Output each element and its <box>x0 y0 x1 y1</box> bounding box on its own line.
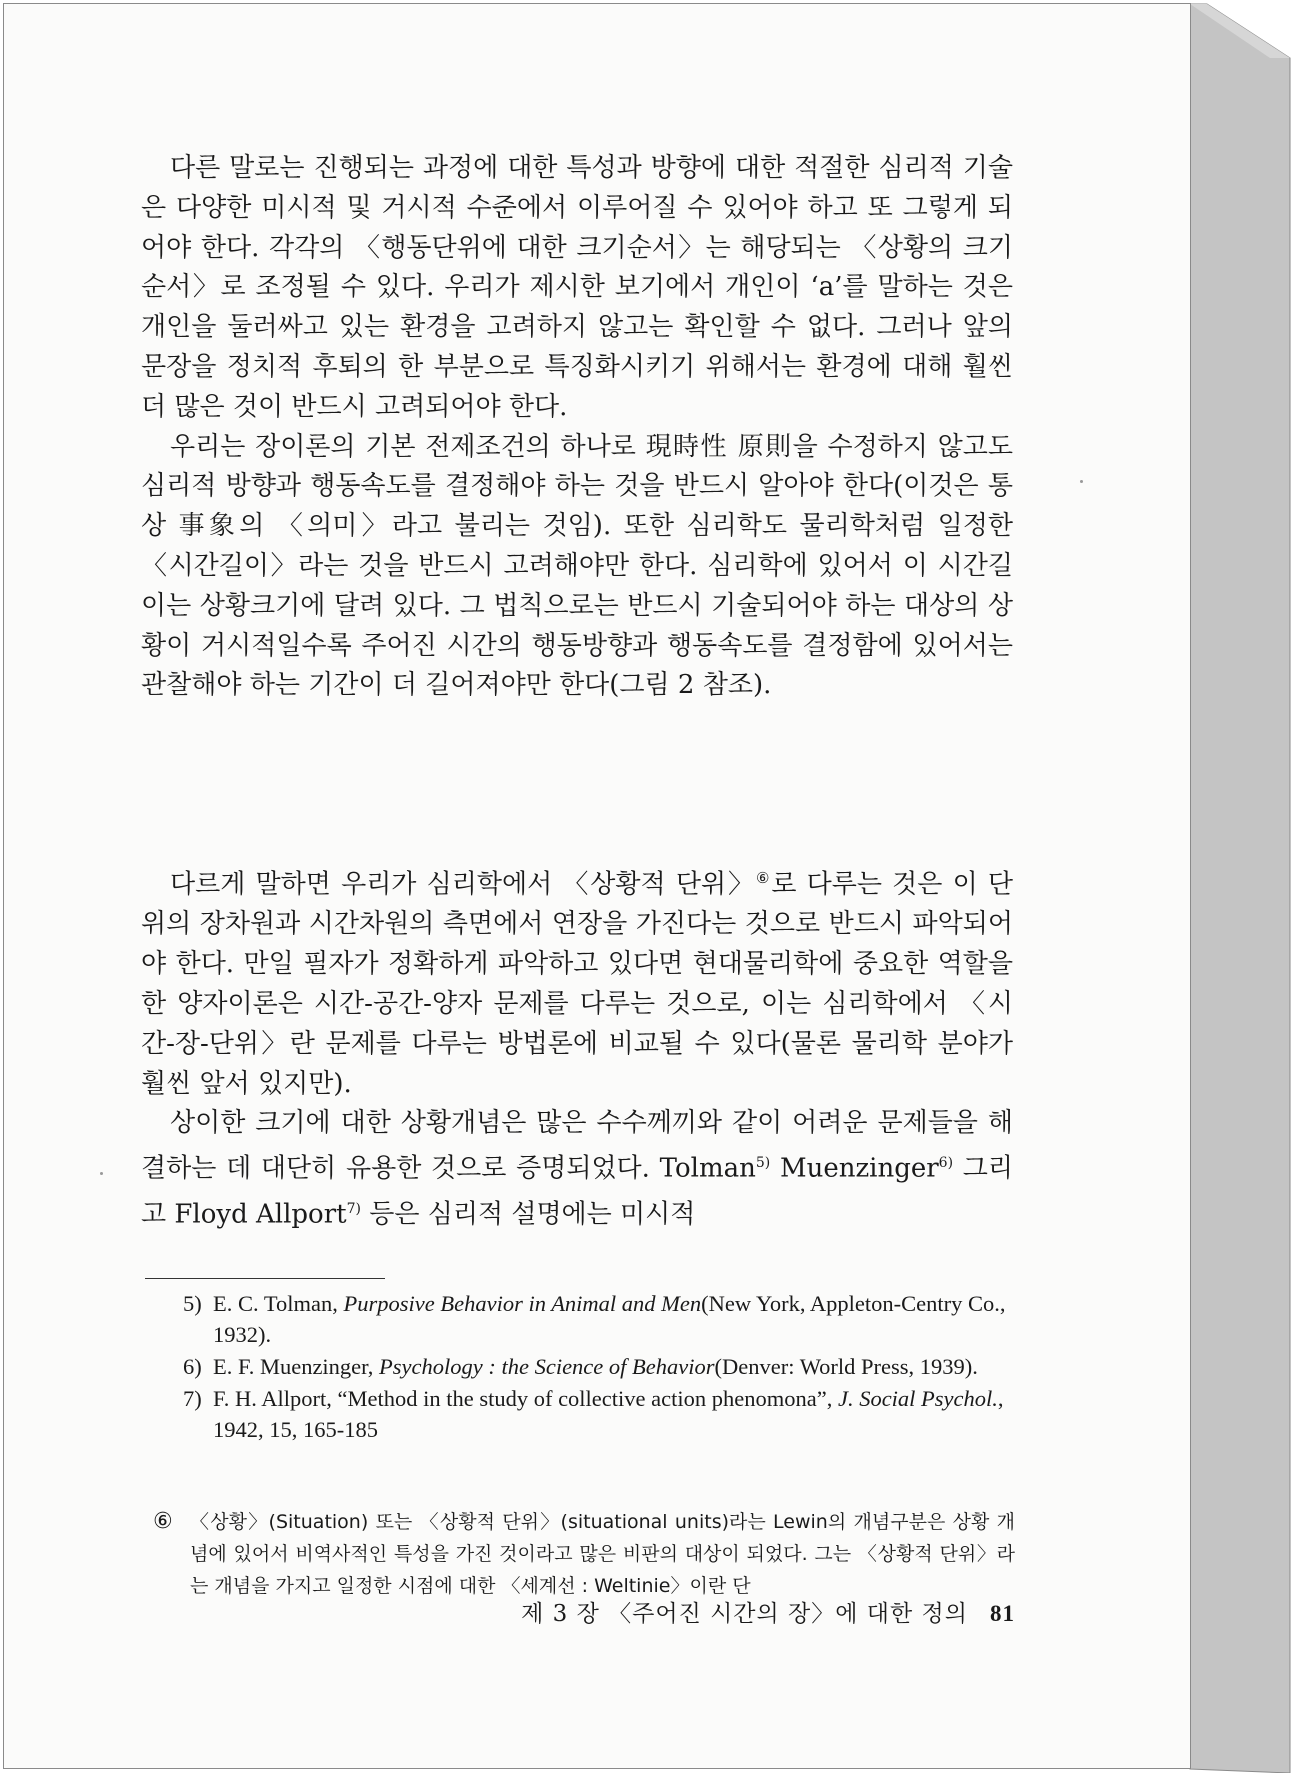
footnote: 6) E. F. Muenzinger, Psychology : the Science of Behavior(Denver: World Press, 1939). <box>183 1354 978 1379</box>
footnote-ref: 7) <box>346 1200 361 1217</box>
scan-speck <box>1080 480 1083 483</box>
footnote: 5) E. C. Tolman, Purposive Behavior in Animal and Men(New York, Appleton-Centry Co., 1932). <box>183 1291 1006 1347</box>
body-text-upper <box>141 149 1013 706</box>
footnote-ref: 5) <box>755 1155 771 1172</box>
translator-note: ⑥ 〈상황〉(Situation) 또는 〈상황적 단위〉(situational units)라는 Lewin의 개념구분은 상황 개념에 있어서 비역사적인 특성을 가진 것이라고 많은 비판의 대상이 되었다. 그는 〈상황적 단위〉라는 개념을 가지고 일정한 시점에 대한 〈세계선 : Weltinie〉이란 단 <box>153 1509 1015 1597</box>
page-number: 81 <box>990 1601 1015 1626</box>
chapter-title: 제 3 장 〈주어진 시간의 장〉에 대한 정의 <box>521 1601 968 1627</box>
paragraph: 상이한 크기에 대한 상황개념은 많은 수수께끼와 같이 어려운 문제들을 해결하는 데 대단히 유용한 것으로 증명되었다. Tolman$^{5)}$ Muenzinger$^{6)}$ 그리고 Floyd Allport$^{7)}$ 등은 심리적 설명에는 미시적 <box>141 1108 1013 1230</box>
paragraph: 우리는 장이론의 기본 전제조건의 하나로 現時性 原則을 수정하지 않고도 심리적 방향과 행동속도를 결정해야 하는 것을 반드시 알아야 한다(이것은 통상 事象의 〈의미〉라고 불리는 것임). 또한 심리학도 물리학처럼 일정한 〈시간길이〉라는 것을 반드시 고려해야만 한다. 심리학에 있어서 이 시간길이는 상황크기에 달려 있다. 그 법칙으로는 반드시 기술되어야 하는 대상의 상황이 거시적일수록 주어진 시간의 행동방향과 행동속도를 결정함에 있어서는 관찰해야 하는 기간이 더 길어져야만 한다(그림 2 참조). <box>141 431 1013 701</box>
paragraph: 다르게 말하면 우리가 심리학에서 〈상황적 단위〉⑥로 다루는 것은 이 단위의 장차원과 시간차원의 측면에서 연장을 가진다는 것으로 반드시 파악되어야 한다. 만일 필자가 정확하게 파악하고 있다면 현대물리학에 중요한 역할을 한 양자이론은 시간-공간-양자 문제를 다루는 것으로, 이는 심리학에서 〈시간-장-단위〉란 문제를 다루는 방법론에 비교될 수 있다(물론 물리학 분야가 훨씬 앞서 있지만). <box>141 869 1013 1099</box>
footnote: 7) F. H. Allport, “Method in the study of collective action phenomona”, J. Social Psychol., 1942, 15, 165-185 <box>183 1386 1004 1442</box>
running-footer <box>470 1595 1015 1628</box>
footnote-separator <box>145 1278 385 1279</box>
footnotes <box>145 1288 1015 1446</box>
scan-speck <box>100 1172 103 1175</box>
body-text-lower <box>141 859 1013 1235</box>
translator-note-mark: ⑥ <box>755 869 772 887</box>
paragraph: 다른 말로는 진행되는 과정에 대한 특성과 방향에 대한 적절한 심리적 기술은 다양한 미시적 및 거시적 수준에서 이루어질 수 있어야 하고 또 그렇게 되어야 한다. 각각의 〈행동단위에 대한 크기순서〉는 해당되는 〈상황의 크기순서〉로 조정될 수 있다. 우리가 제시한 보기에서 개인이 ‘a’를 말하는 것은 개인을 둘러싸고 있는 환경을 고려하지 않고는 확인할 수 없다. 그러나 앞의 문장을 정치적 후퇴의 한 부분으로 특징화시키기 위해서는 환경에 대해 훨씬 더 많은 것이 반드시 고려되어야 한다. <box>141 153 1013 422</box>
footnote-ref: 6) <box>938 1155 954 1172</box>
